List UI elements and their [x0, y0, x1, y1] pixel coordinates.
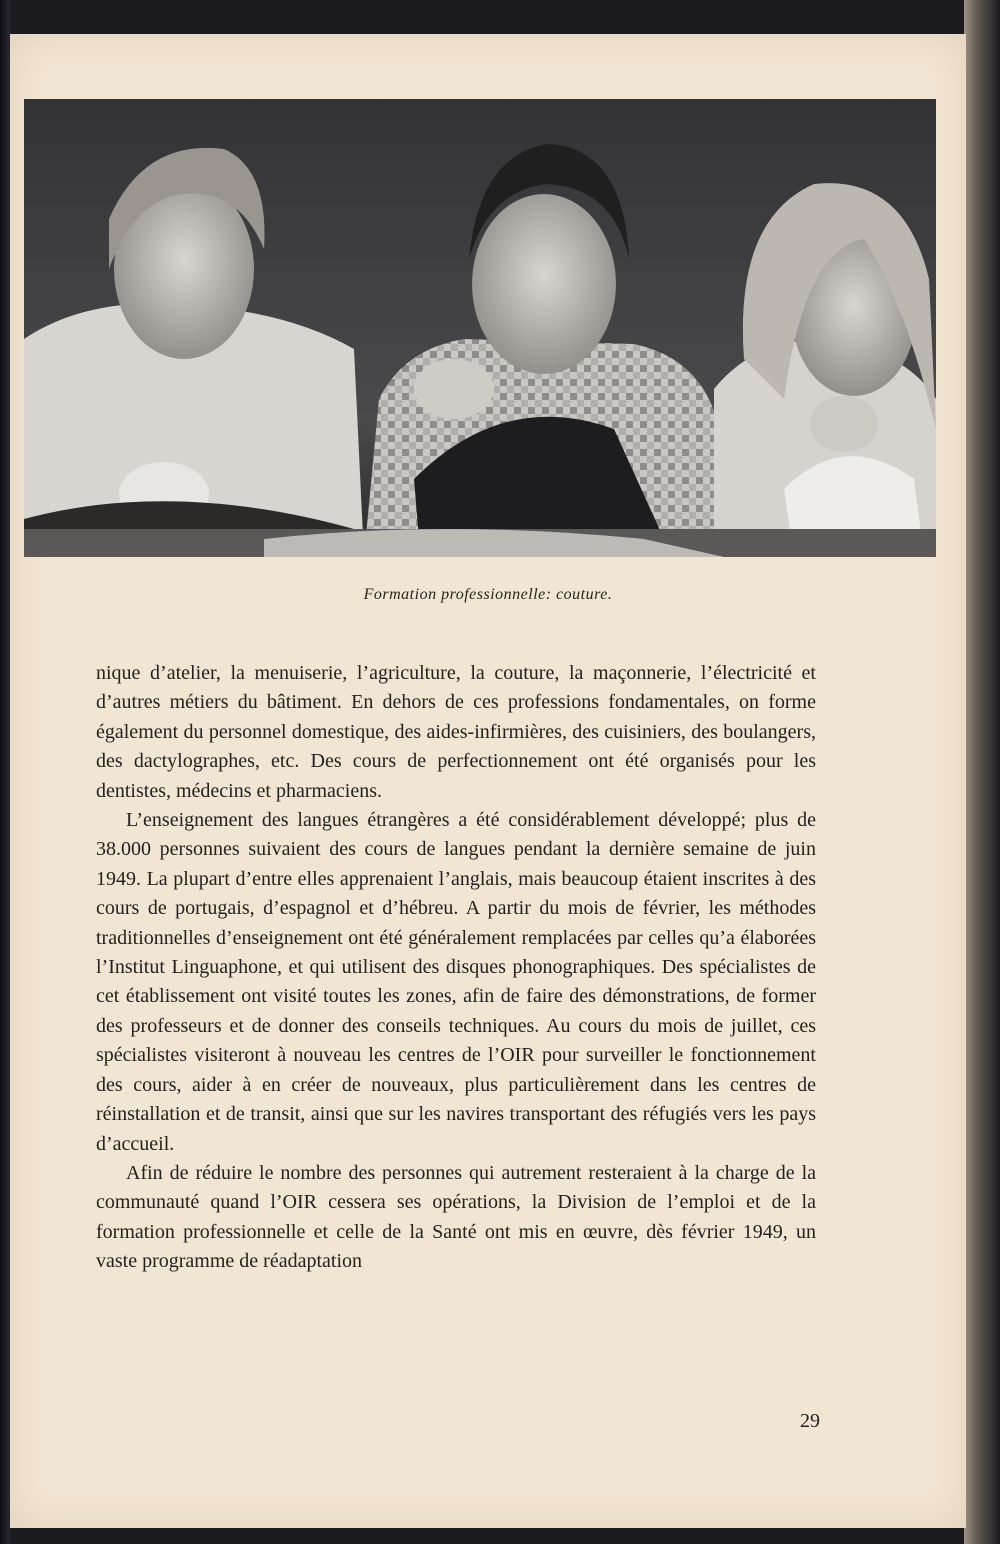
paragraph-2: L’enseignement des langues étrangères a été considérablement développé; plus de 38.000 personnes suivaient des cours de langues pendant la dernière semaine de juin 1949. La plupart d’entre elles apprenaient l’anglais, mais beaucoup étaient inscrites à des cours de portugais, d’espagnol et d’hébreu. A partir du mois de février, les méthodes traditionnelles d’enseignement ont été généralement remplacées par celles qu’a élaborées l’Institut Linguaphone, et qui utilisent des disques phonographiques. Des spécialistes de cet établissement ont visité toutes les zones, afin de faire des démonstrations, de former des professeurs et de donner des conseils techniques. Au cours du mois de juillet, ces spécialistes visiteront à nouveau les centres de l’OIR pour surveiller le fonctionnement des cours, aider à en créer de nouveaux, plus particulièrement dans les centres de réinstallation et de transit, ainsi que sur les navires transportant des réfugiés vers les pays d’accueil. [96, 809, 816, 1155]
paragraph-3: Afin de réduire le nombre des personnes qui autrement resteraient à la charge de la communauté quand l’OIR cessera ses opérations, la Division de l’emploi et de la formation professionnelle et celle de la Santé ont mis en œuvre, dès février 1949, un vaste programme de réadaptation [96, 1161, 816, 1273]
paragraph-1: nique d’atelier, la menuiserie, l’agriculture, la couture, la maçonnerie, l’électricité et d’autres métiers du bâtiment. En dehors de ces professions fondamentales, on forme également du personnel domestique, des aides-infirmières, des cuisiniers, des boulangers, des dactylographes, etc. Des cours de perfectionnement ont été organisés pour les dentistes, médecins et pharmaciens. [96, 662, 816, 802]
book-page [10, 34, 966, 1528]
sewing-class-photo-drawing [24, 99, 936, 557]
photo-caption: Formation professionnelle: couture. [363, 586, 613, 603]
page-number: 29 [800, 1410, 820, 1432]
scan-edge-left [0, 0, 10, 1544]
scan-edge-right [964, 0, 1000, 1544]
body-text [96, 659, 816, 1277]
sewing-class-photo [24, 99, 936, 557]
